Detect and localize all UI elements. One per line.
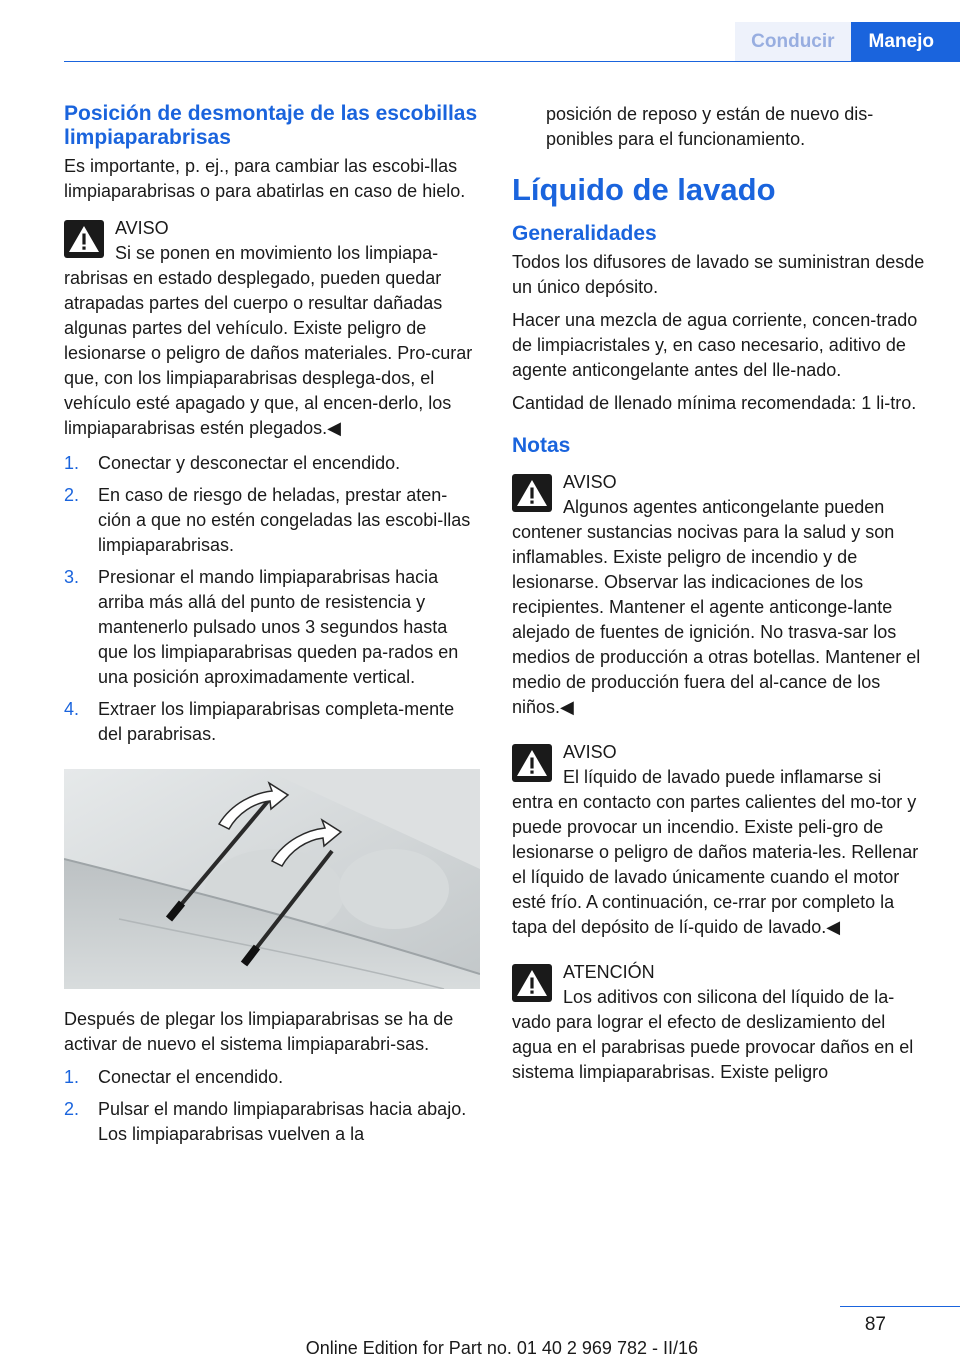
warning-triangle-icon bbox=[512, 474, 552, 512]
step-number: 1. bbox=[64, 453, 80, 473]
right-column bbox=[512, 102, 926, 1095]
step-text: En caso de riesgo de heladas, prestar aten-ción a que no estén congeladas las escobi-llas limpiaparabrisas. bbox=[98, 485, 471, 555]
list-item bbox=[64, 565, 480, 690]
warning-block-3 bbox=[512, 740, 926, 940]
list-item bbox=[64, 483, 480, 558]
after-figure-paragraph: Después de plegar los limpiaparabrisas se ha de activar de nuevo el sistema limpiaparabri-sas. bbox=[64, 1009, 454, 1054]
header-divider bbox=[64, 61, 960, 62]
steps-list-2 bbox=[64, 1065, 480, 1147]
step-text: Presionar el mando limpiaparabrisas hacia arriba más allá del punto de resistencia y mantenerlo pulsado unos 3 segundos hasta que los limpiaparabrisas queden pa-rados en una posición aproximadamente vertical. bbox=[98, 567, 459, 687]
general-paragraph-2: Hacer una mezcla de agua corriente, concen-trado de limpiacristales y, en caso necesario, aditivo de agente anticongelante antes del lle-nado. bbox=[512, 310, 918, 380]
caution-text: Los aditivos con silicona del líquido de la-vado para lograr el efecto de deslizamiento del agua en el parabrisas puede provocar daños en el sistema limpiaparabrisas. Existe peligro bbox=[512, 987, 914, 1082]
warning-text: Algunos agentes anticongelante pueden contener sustancias nocivas para la salud y son inflamables. Existe peligro de incendio y de lesionarse. Observar las indicaciones de los recipientes. Mantener el agente anticonge-lante alejado de fuentes de ignición. No trasva-sar los medios de producción a otras botellas. Mantener el medio de producción fuera del al-cance de los niños.◀ bbox=[512, 497, 921, 717]
footer-edition: Online Edition for Part no. 01 40 2 969 782 - II/16 bbox=[305, 1338, 698, 1358]
section-title-washer-fluid: Líquido de lavado bbox=[512, 172, 776, 207]
general-paragraph-3: Cantidad de llenado mínima recomendada: 1 li-tro. bbox=[512, 393, 917, 413]
left-column bbox=[64, 102, 480, 1157]
heading-notes: Notas bbox=[512, 434, 571, 457]
heading-general: Generalidades bbox=[512, 222, 657, 245]
step-text: Pulsar el mando limpiaparabrisas hacia abajo. Los limpiaparabrisas vuelven a la bbox=[98, 1099, 467, 1144]
tab-manejo[interactable]: Manejo bbox=[851, 22, 960, 62]
list-item bbox=[64, 1065, 480, 1090]
warning-text: Si se ponen en movimiento los limpiapa-rabrisas en estado desplegado, pueden quedar atrapadas partes del cuerpo o resultar dañadas algunas partes del vehículo. Existe peligro de lesionarse o peligro de daños materiales. Pro-curar que, con los limpiaparabrisas desplega-dos, el vehículo esté apagado y que, al encen-derlo, los limpiaparabrisas estén plegados.◀ bbox=[64, 243, 473, 438]
heading-wiper-removal-position: Posición de desmontaje de las escobillas limpiaparabrisas bbox=[64, 102, 478, 149]
warning-text: El líquido de lavado puede inflamarse si entra en contacto con partes calientes del mo-tor y puede provocar un incendio. Existe peli-gro de lesionarse o peligro de daños materia-les. Rellenar el líquido de lavado únicamente cuando el motor esté frío. A continuación, ce-rrar por completo la tapa del depósito de lí-quido de lavado.◀ bbox=[512, 767, 919, 937]
warning-triangle-icon bbox=[512, 964, 552, 1002]
warning-block-4 bbox=[512, 960, 926, 1085]
warning-block-2 bbox=[512, 470, 926, 720]
list-item bbox=[64, 451, 480, 476]
warning-triangle-icon bbox=[64, 220, 104, 258]
caution-title: ATENCIÓN bbox=[563, 962, 655, 982]
warning-block-1 bbox=[64, 216, 480, 441]
warning-triangle-icon bbox=[512, 744, 552, 782]
warning-title: AVISO bbox=[115, 218, 169, 238]
step-text: Conectar el encendido. bbox=[98, 1067, 284, 1087]
step-continuation: posición de reposo y están de nuevo dis-ponibles para el funcionamiento. bbox=[546, 104, 874, 149]
warning-title: AVISO bbox=[563, 742, 617, 762]
step-text: Extraer los limpiaparabrisas completa-mente del parabrisas. bbox=[98, 699, 455, 744]
step-number: 3. bbox=[64, 567, 80, 587]
list-item bbox=[64, 697, 480, 747]
wiper-illustration bbox=[64, 769, 480, 989]
list-item bbox=[64, 1097, 480, 1147]
footer-divider bbox=[840, 1306, 960, 1307]
intro-paragraph: Es importante, p. ej., para cambiar las escobi-llas limpiaparabrisas o para abatirlas en caso de hielo. bbox=[64, 156, 466, 201]
step-text: Conectar y desconectar el encendido. bbox=[98, 453, 401, 473]
header-tabs bbox=[735, 22, 960, 62]
step-number: 4. bbox=[64, 699, 80, 719]
step-number: 1. bbox=[64, 1067, 80, 1087]
general-paragraph-1: Todos los difusores de lavado se suministran desde un único depósito. bbox=[512, 252, 925, 297]
tab-conducir[interactable]: Conducir bbox=[735, 22, 850, 62]
warning-title: AVISO bbox=[563, 472, 617, 492]
steps-list-1 bbox=[64, 451, 480, 747]
step-number: 2. bbox=[64, 1099, 80, 1119]
page-number: 87 bbox=[864, 1314, 886, 1335]
step-number: 2. bbox=[64, 485, 80, 505]
